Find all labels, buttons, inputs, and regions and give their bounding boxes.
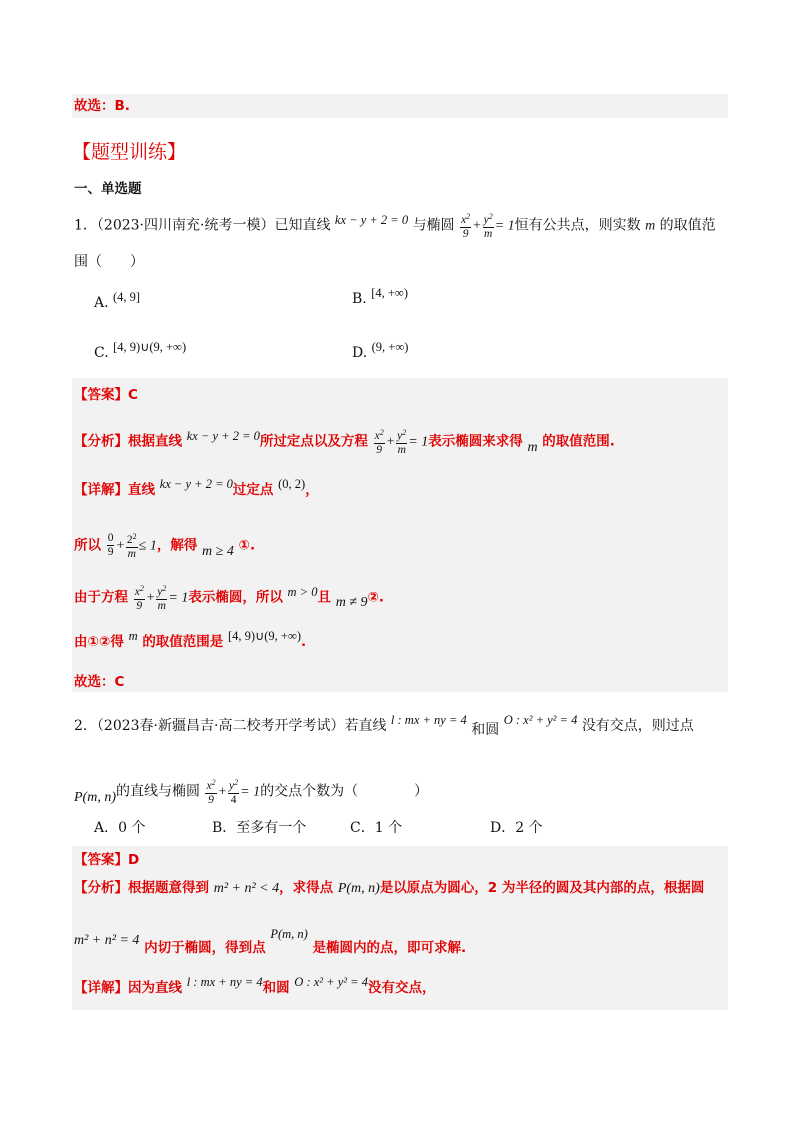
two-sq-over-m: $\frac{2^2}{m}$	[126, 532, 137, 560]
detail-text: 直线	[128, 482, 155, 498]
ellipse-equals: = 1	[240, 784, 261, 800]
analysis-text: 表示椭圆来求得	[428, 433, 523, 450]
step-text: 表示椭圆，所以	[188, 589, 283, 606]
option-key: C.	[94, 345, 109, 361]
detail-text: 过定点	[232, 482, 274, 498]
option-key: D．	[490, 820, 516, 836]
detail-label: 【详解】	[74, 482, 128, 498]
option-text: 至多有一个	[236, 820, 307, 836]
q2-option-c	[350, 818, 402, 838]
q1-option-d	[352, 340, 409, 363]
q1-step2: 所以 $\frac{0}{9}$ + $\frac{2^2}{m}$ ≤ 1，解得 m ≥ 4 ①.	[74, 532, 256, 560]
q1-stem-text: 与椭圆	[412, 217, 455, 234]
line-equation: kx − y + 2 = 0	[159, 477, 233, 491]
q1-analysis: 【分析】根据直线 kx − y + 2 = 0所过定点以及方程 $\frac{x^2}{9}$ + $\frac{y^2}{m}$ = 1表示椭圆来求得 m 的取值范围.	[74, 428, 615, 456]
q2-option-b	[212, 818, 306, 838]
step-text: ，解得	[156, 537, 198, 554]
option-key: B．	[212, 820, 237, 836]
y2-over-m: $\frac{y^2}{m}$	[397, 428, 407, 456]
analysis-text: 是以原点为圆心，2 为半径的圆及其内部的点，根据圆	[379, 880, 705, 896]
var-m: m	[128, 629, 138, 643]
fixed-point: (0, 2)	[278, 477, 306, 491]
step-text: 所以	[74, 537, 101, 554]
q1-source: （2023·四川南充·统考一模）	[96, 217, 275, 234]
zero-over-9: $\frac{0}{9}$	[107, 532, 114, 558]
q1-stem-line2: 围（ ）	[74, 254, 144, 270]
step-text: 的取值范围是	[142, 634, 224, 650]
ellipse-equals: = 1	[168, 590, 189, 606]
q1-detail	[74, 477, 319, 500]
q1-ellipse-equals: = 1	[494, 218, 515, 234]
q2-analysis-line1	[74, 878, 704, 899]
analysis-text: 根据直线	[128, 433, 182, 450]
q1-stem-line1: 1．（2023·四川南充·统考一模）已知直线 kx − y + 2 = 0 与椭圆 $\frac{x^2}{9}$ + $\frac{y^2}{m}$ = 1恒有公共点，则实数 m 的取值范	[74, 212, 716, 240]
section-heading: 一、单选题	[74, 181, 142, 197]
point-p: P(m, n)	[337, 881, 380, 896]
analysis-label: 【分析】	[74, 880, 128, 896]
step-text: ②.	[367, 589, 385, 606]
q2-option-a	[94, 818, 145, 838]
y2-over-m: $\frac{y^2}{m}$	[157, 584, 167, 612]
option-key: A．	[94, 820, 119, 836]
condition: m ≠ 9	[335, 594, 368, 610]
answer-shade-prev	[72, 94, 728, 118]
q2-stem-text: 没有交点，则过点	[581, 718, 694, 734]
step-text: ①.	[238, 537, 256, 554]
inequality: ≤ 1	[138, 538, 157, 554]
step-text: 由①②得	[74, 634, 124, 650]
point-p: P(m, n)	[270, 927, 308, 941]
q1-step4	[74, 629, 307, 652]
step-text: 由于方程	[74, 589, 128, 606]
q1-conclusion: 故选：C	[74, 674, 125, 690]
result: m ≥ 4	[202, 543, 234, 559]
condition: m > 0	[287, 584, 318, 599]
circle-equation: m² + n² = 4	[74, 933, 140, 948]
x2-over-9: $\frac{x^2}{9}$	[206, 778, 216, 806]
q1-option-a	[94, 290, 141, 313]
q1-stem-text: 的取值范	[659, 217, 716, 234]
q1-stem-text: 已知直线	[274, 217, 331, 234]
analysis-text: 根据题意得到	[128, 880, 209, 896]
section-title: 【题型训练】	[72, 141, 187, 163]
step-text: 且	[317, 589, 331, 606]
prev-conclusion: 故选：B.	[74, 98, 130, 114]
q2-analysis-line2	[74, 927, 467, 956]
detail-text: ，	[305, 482, 319, 498]
q2-point: P(m, n)	[74, 789, 116, 805]
detail-text: 因为直线	[128, 980, 182, 996]
detail-text: 没有交点，	[367, 980, 436, 996]
q1-number: 1．	[74, 217, 97, 234]
q2-stem-text: 和圆	[471, 722, 500, 738]
q2-source: （2023春·新疆昌吉·高二校考开学考试）	[96, 718, 345, 734]
q2-option-d	[490, 818, 543, 838]
x2-over-9: $\frac{x^2}{9}$	[374, 428, 384, 456]
q2-stem-text: 若直线	[344, 718, 387, 734]
line-equation: l : mx + ny = 4	[186, 975, 263, 989]
analysis-text: 内切于椭圆，得到点	[144, 940, 266, 956]
q2-stem-line1	[74, 713, 694, 738]
detail-label: 【详解】	[74, 980, 128, 996]
q1-stem-text: 恒有公共点，则实数	[514, 217, 641, 234]
analysis-text: 是椭圆内的点，即可求解.	[312, 940, 467, 956]
q1-step3: 由于方程 $\frac{x^2}{9}$ + $\frac{y^2}{m}$ = 1表示椭圆，所以 m > 0且 m ≠ 9②.	[74, 584, 385, 612]
y2-over-4: $\frac{y^2}{4}$	[229, 778, 239, 806]
x2-over-9: $\frac{x^2}{9}$	[134, 584, 144, 612]
x2-over-9: $\frac{x^2}{9}$	[461, 212, 471, 240]
option-key: B.	[352, 291, 367, 307]
step-text: .	[301, 634, 307, 650]
analysis-label: 【分析】	[74, 433, 128, 450]
option-key: D.	[352, 345, 368, 361]
option-text: (4, 9]	[113, 290, 141, 304]
q2-number: 2．	[74, 718, 97, 734]
q2-circle-equation: O : x² + y² = 4	[503, 713, 578, 727]
option-key: C．	[350, 820, 375, 836]
option-text: (9, +∞)	[371, 340, 409, 354]
q2-line-equation: l : mx + ny = 4	[390, 713, 467, 727]
detail-text: 和圆	[262, 980, 290, 996]
y2-over-m: $\frac{y^2}{m}$	[483, 212, 493, 240]
option-text: 1 个	[374, 820, 403, 836]
analysis-text: 的取值范围.	[542, 433, 615, 450]
q1-line-equation: kx − y + 2 = 0	[334, 212, 409, 227]
q1-answer: 【答案】C	[74, 387, 138, 403]
analysis-text: ，求得点	[279, 880, 334, 896]
q1-option-b	[352, 286, 408, 309]
option-key: A.	[94, 295, 109, 311]
result-range: [4, 9)∪(9, +∞)	[228, 629, 302, 643]
q2-detail	[74, 975, 436, 998]
option-text: 2 个	[515, 820, 543, 836]
q2-answer: 【答案】D	[74, 852, 140, 868]
inequality: m² + n² < 4	[213, 881, 280, 896]
circle-equation: O : x² + y² = 4	[294, 975, 368, 989]
q1-option-c	[94, 340, 187, 363]
var-m: m	[527, 439, 538, 455]
option-text: 0 个	[118, 820, 146, 836]
line-equation: kx − y + 2 = 0	[186, 428, 260, 443]
option-text: [4, +∞)	[371, 286, 408, 300]
analysis-text: 所过定点以及方程	[259, 433, 368, 450]
ellipse-equals: = 1	[408, 434, 429, 450]
q2-stem-text: 的直线与椭圆	[116, 783, 200, 800]
q2-stem-line2: P(m, n)的直线与椭圆 $\frac{x^2}{9}$ + $\frac{y^2}{4}$ = 1的交点个数为（ ）	[74, 778, 429, 806]
q2-stem-text: 的交点个数为（ ）	[260, 783, 429, 800]
q1-var-m: m	[645, 218, 656, 234]
option-text: [4, 9)∪(9, +∞)	[113, 340, 187, 354]
